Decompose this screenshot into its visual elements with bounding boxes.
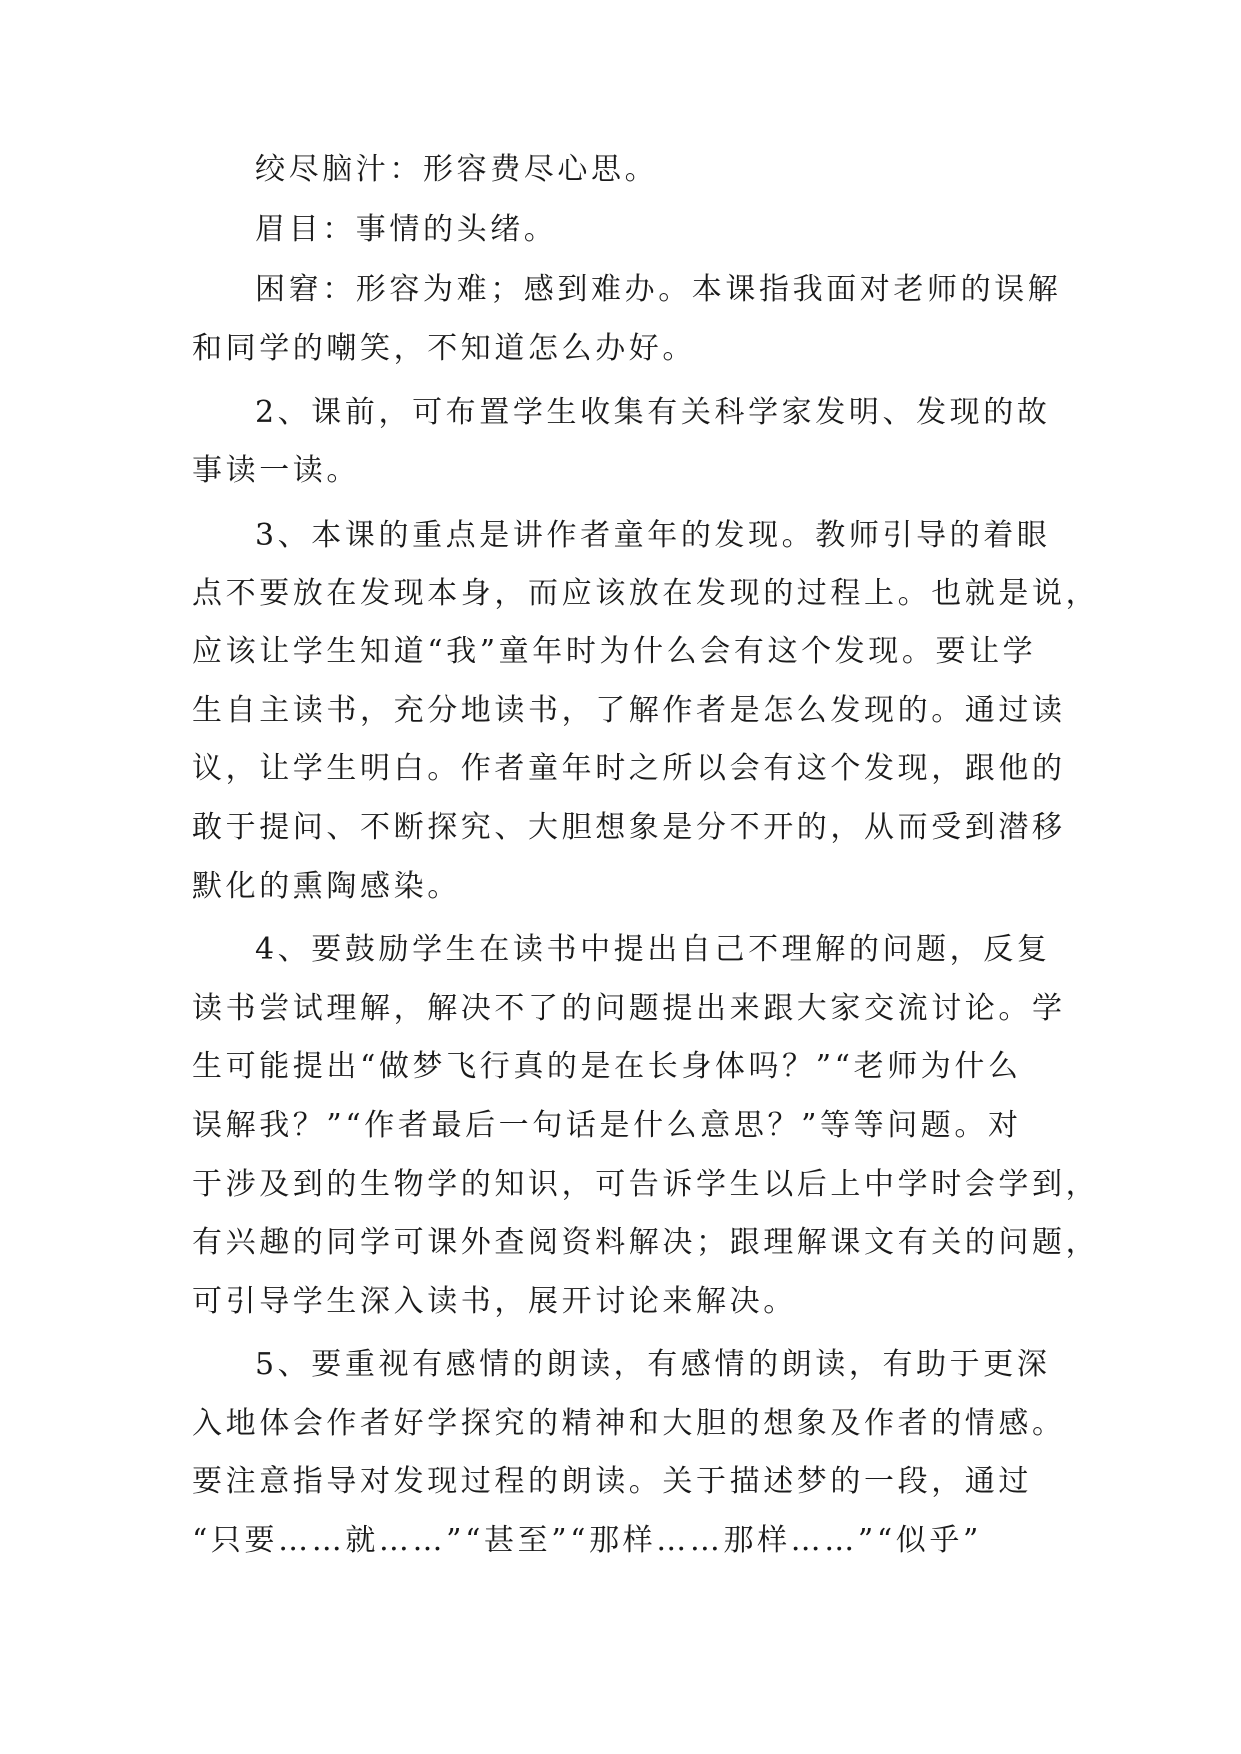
text-line: 敢于提问、不断探究、大胆想象是分不开的，从而受到潜移 bbox=[192, 810, 1066, 845]
text-line: 可引导学生深入读书，展开讨论来解决。 bbox=[192, 1284, 797, 1319]
text-line: “只要……就……”“甚至”“那样……那样……”“似乎” bbox=[192, 1523, 982, 1558]
text-line: 生自主读书，充分地读书，了解作者是怎么发现的。通过读 bbox=[192, 693, 1066, 728]
text-line: 5、要重视有感情的朗读，有感情的朗读，有助于更深 bbox=[255, 1347, 1051, 1382]
text-line: 2、课前，可布置学生收集有关科学家发明、发现的故 bbox=[255, 395, 1051, 430]
text-line: 有兴趣的同学可课外查阅资料解决；跟理解课文有关的问题， bbox=[192, 1225, 1100, 1260]
text-line: 默化的熏陶感染。 bbox=[192, 869, 461, 904]
text-line: 和同学的嘲笑，不知道怎么办好。 bbox=[192, 331, 696, 366]
text-line: 入地体会作者好学探究的精神和大胆的想象及作者的情感。 bbox=[192, 1406, 1066, 1441]
text-line: 误解我？”“作者最后一句话是什么意思？”等等问题。对 bbox=[192, 1108, 1022, 1143]
text-line: 困窘：形容为难；感到难办。本课指我面对老师的误解 bbox=[255, 272, 1062, 307]
text-line: 于涉及到的生物学的知识，可告诉学生以后上中学时会学到， bbox=[192, 1167, 1100, 1202]
text-line: 读书尝试理解，解决不了的问题提出来跟大家交流讨论。学 bbox=[192, 991, 1066, 1026]
text-line: 生可能提出“做梦飞行真的是在长身体吗？”“老师为什么 bbox=[192, 1049, 1022, 1084]
text-line: 要注意指导对发现过程的朗读。关于描述梦的一段，通过 bbox=[192, 1464, 1032, 1499]
text-line: 点不要放在发现本身，而应该放在发现的过程上。也就是说， bbox=[192, 576, 1100, 611]
text-line: 4、要鼓励学生在读书中提出自己不理解的问题，反复 bbox=[255, 932, 1051, 967]
text-line: 3、本课的重点是讲作者童年的发现。教师引导的着眼 bbox=[255, 518, 1051, 553]
text-line: 事读一读。 bbox=[192, 453, 360, 488]
text-line: 应该让学生知道“我”童年时为什么会有这个发现。要让学 bbox=[192, 634, 1037, 669]
text-line: 眉目：事情的头绪。 bbox=[255, 212, 558, 247]
text-line: 绞尽脑汁：形容费尽心思。 bbox=[255, 152, 659, 187]
text-line: 议，让学生明白。作者童年时之所以会有这个发现，跟他的 bbox=[192, 751, 1066, 786]
